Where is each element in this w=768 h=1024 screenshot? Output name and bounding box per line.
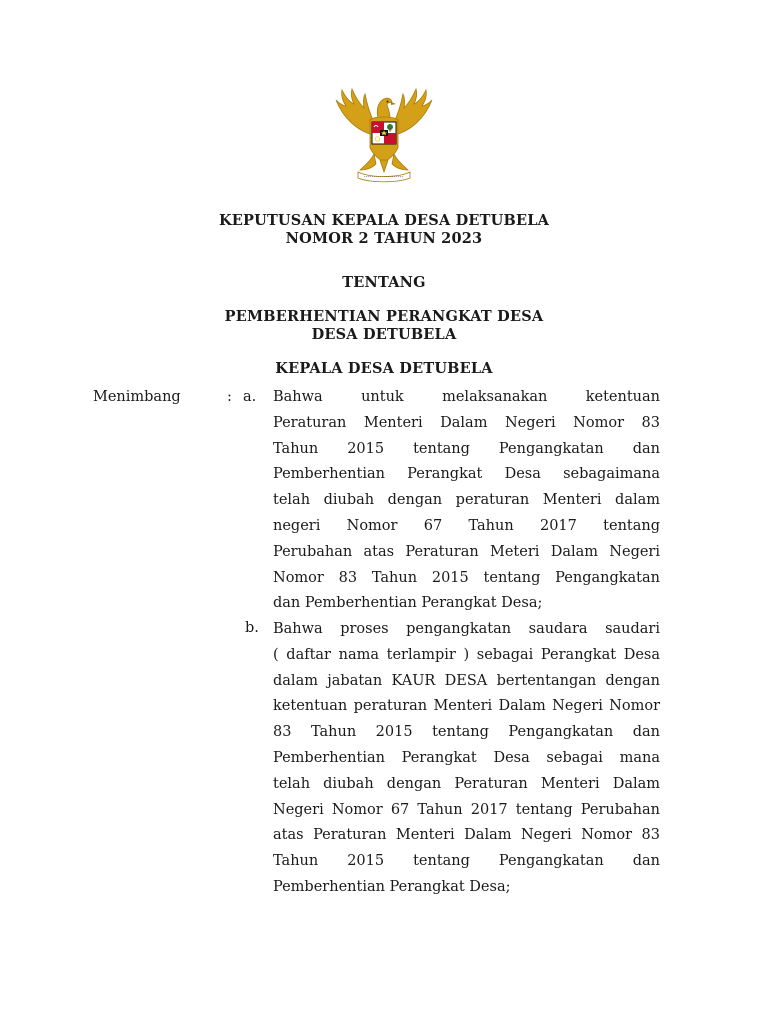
- item-a-letter: a.: [243, 389, 257, 405]
- decree-number-line: NOMOR 2 TAHUN 2023: [285, 230, 483, 247]
- subject-line2: DESA DETUBELA: [311, 326, 457, 343]
- tentang-heading: TENTANG: [342, 274, 426, 291]
- paragraph-line: negeri Nomor 67 Tahun 2017 tentang: [273, 517, 660, 534]
- item-b-paragraph: [273, 617, 660, 901]
- paragraph-line: ketentuan peraturan Menteri Dalam Negeri Nomor: [273, 698, 660, 715]
- paragraph-line: Pemberhentian Perangkat Desa;: [273, 878, 511, 895]
- paragraph-line: telah diubah dengan peraturan Menteri dalam: [273, 492, 660, 509]
- subject-line1: PEMBERHENTIAN PERANGKAT DESA: [224, 308, 544, 325]
- paragraph-line: Pemberhentian Perangkat Desa sebagaimana: [273, 466, 660, 483]
- paragraph-line: Bahwa untuk melaksanakan ketentuan: [273, 389, 660, 405]
- paragraph-line: ( daftar nama terlampir ) sebagai Perangkat Desa: [273, 646, 660, 663]
- paragraph-line: Perubahan atas Peraturan Meteri Dalam Negeri: [273, 543, 660, 560]
- paragraph-line: dan Pemberhentian Perangkat Desa;: [273, 595, 543, 612]
- menimbang-label: Menimbang: [93, 389, 181, 405]
- paragraph-line: Pemberhentian Perangkat Desa sebagai mana: [273, 749, 660, 766]
- decree-title-line1: KEPUTUSAN KEPALA DESA DETUBELA: [218, 212, 550, 229]
- item-b-letter: b.: [245, 620, 259, 636]
- item-a-paragraph: [273, 385, 660, 617]
- paragraph-line: Bahwa proses pengangkatan saudara saudari: [273, 621, 660, 637]
- garuda-emblem-icon: [330, 86, 438, 186]
- paragraph-line: Negeri Nomor 67 Tahun 2017 tentang Perubahan: [273, 801, 660, 818]
- paragraph-line: telah diubah dengan Peraturan Menteri Dalam: [273, 775, 660, 792]
- paragraph-line: Nomor 83 Tahun 2015 tentang Pengangkatan: [273, 569, 660, 586]
- paragraph-line: Tahun 2015 tentang Pengangkatan dan: [273, 440, 660, 457]
- menimbang-colon: :: [227, 389, 232, 405]
- paragraph-line: 83 Tahun 2015 tentang Pengangkatan dan: [273, 724, 660, 741]
- paragraph-line: Tahun 2015 tentang Pengangkatan dan: [273, 853, 660, 870]
- paragraph-line: dalam jabatan KAUR DESA bertentangan dengan: [273, 672, 660, 689]
- paragraph-line: Peraturan Menteri Dalam Negeri Nomor 83: [273, 414, 660, 431]
- authority-heading: KEPALA DESA DETUBELA: [275, 360, 493, 377]
- paragraph-line: atas Peraturan Menteri Dalam Negeri Nomor 83: [273, 827, 660, 844]
